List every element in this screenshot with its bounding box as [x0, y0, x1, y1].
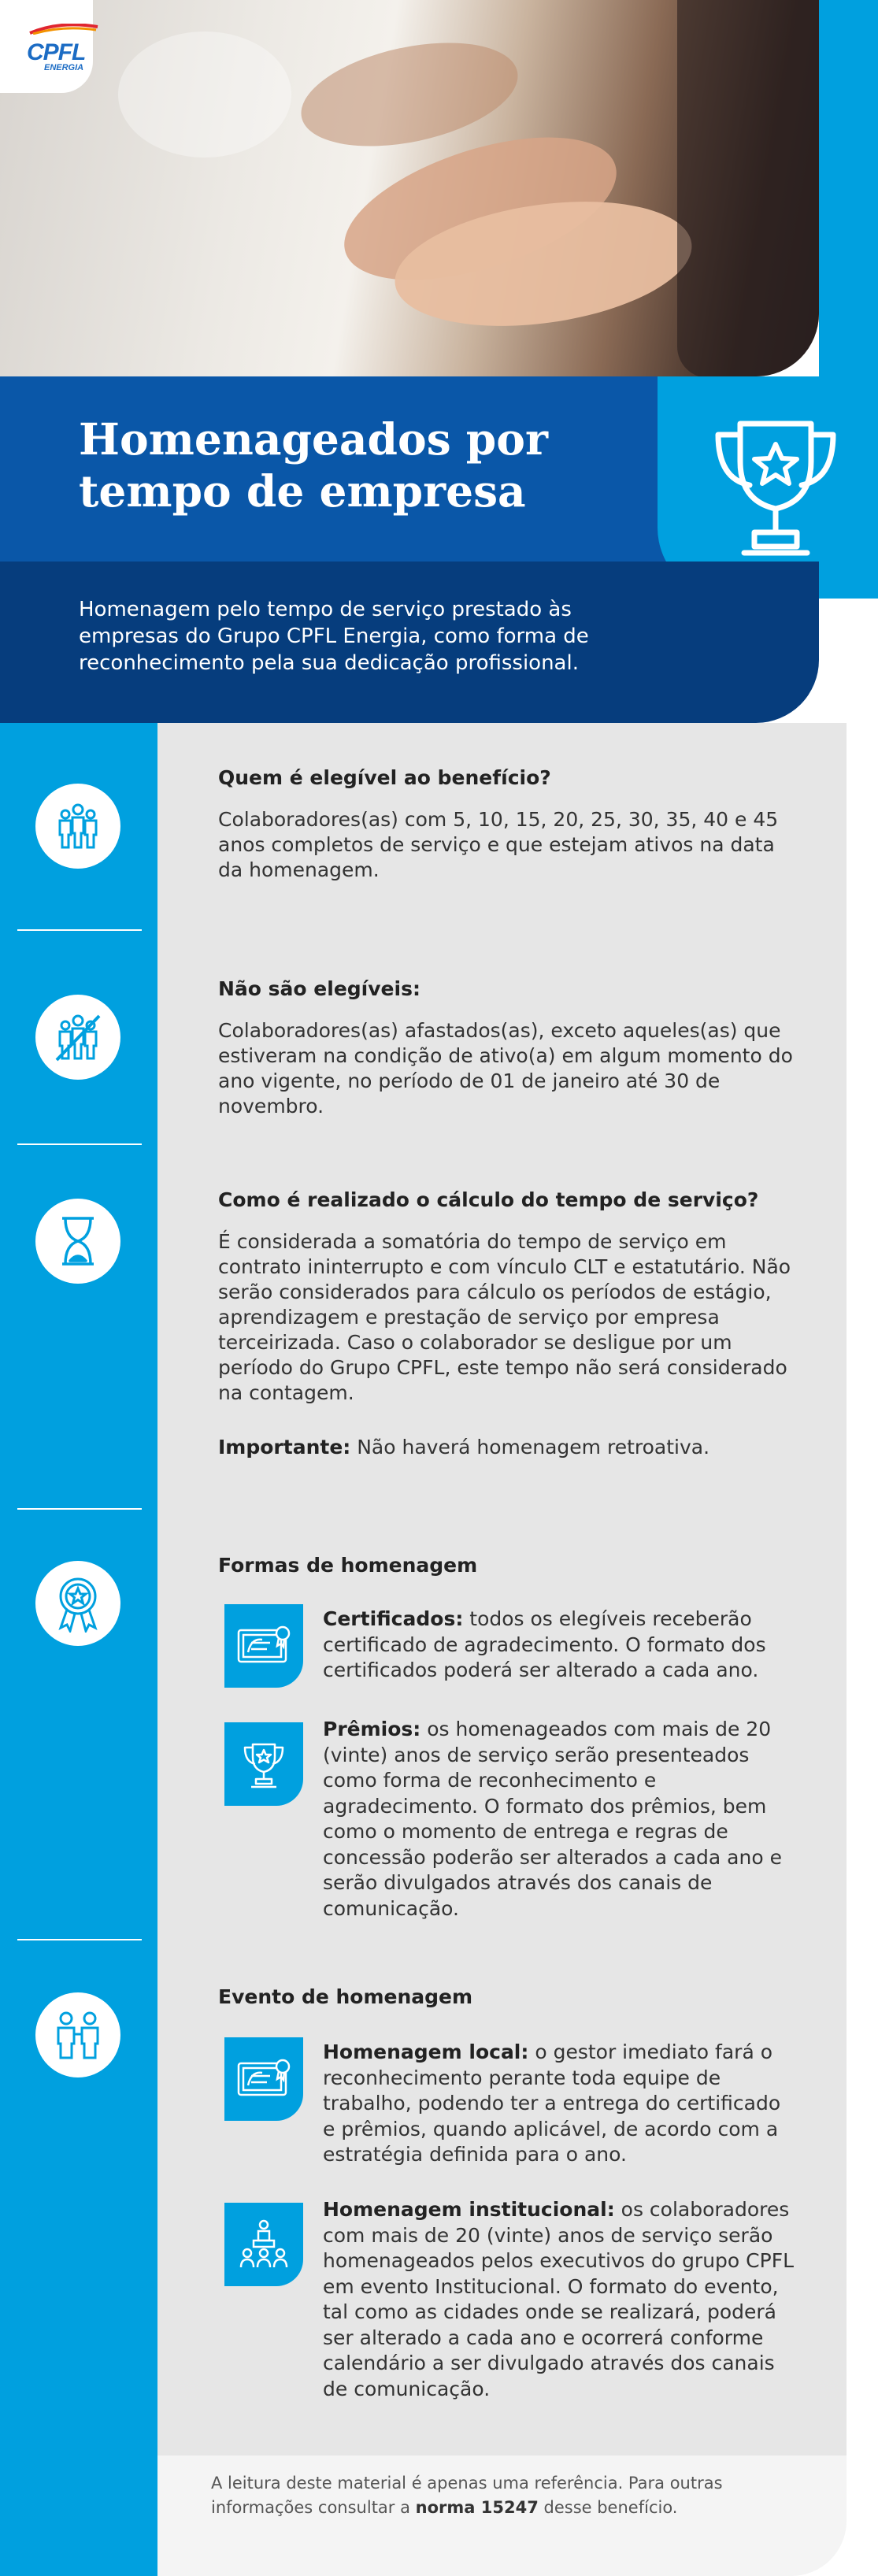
hero: [0, 0, 878, 376]
medal-icon: [35, 1561, 120, 1646]
certificate-icon: [224, 1604, 303, 1688]
event-item-institutional: [323, 2197, 795, 2402]
item-lead: Homenagem institucional:: [323, 2198, 615, 2221]
trophy-icon: [224, 1722, 303, 1806]
item-text: os homenageados com mais de 20 (vinte) anos de serviço serão presenteados como forma de reconhecimento e agradecimento. O formato dos prêmios, bem como o momento de entrega e regras de concessão poderão ser alterados a cada ano e serão divulgados através dos canais de comunicação.: [323, 1718, 782, 1920]
certificate-icon: [224, 2037, 303, 2121]
section-title-forms: Formas de homenagem: [218, 1554, 478, 1577]
section-note-calculation: [218, 1435, 801, 1460]
divider: [17, 1508, 142, 1510]
norma-reference: norma 15247: [415, 2498, 539, 2517]
item-lead: Homenagem local:: [323, 2040, 529, 2063]
divider: [17, 929, 142, 931]
forms-item-certificates: [323, 1607, 795, 1684]
item-text: todos os elegíveis receberão certificado de agradecimento. O formato dos certificados poderá ser alterado a cada ano.: [323, 1607, 766, 1681]
item-lead: Certificados:: [323, 1607, 464, 1630]
footer-text-before: A leitura deste material é apenas uma referência. Para outras informações consultar a: [211, 2474, 723, 2517]
section-title-event: Evento de homenagem: [218, 1985, 473, 2008]
logo-swoosh-icon: [28, 24, 99, 35]
logo-name: CPFL: [27, 39, 86, 65]
intro-text: Homenagem pelo tempo de serviço prestado às empresas do Grupo CPFL Energia, como forma de reconhecimento pela sua dedicação profissional.: [79, 598, 589, 675]
group-icon: [35, 784, 120, 869]
hero-photo-applause: [0, 0, 819, 376]
note-text: Não haverá homenagem retroativa.: [357, 1436, 710, 1458]
hourglass-icon: [35, 1199, 120, 1284]
section-body-calculation: É considerada a somatória do tempo de serviço em contrato ininterrupto e com vínculo CLT e estatutário. Não serão considerados para cálculo os períodos de estágio, aprendizagem e prestação de serviço por empresa terceirizada. Caso o colaborador se desligue por um período do Grupo CPFL, este tempo não será considerado na contagem.: [218, 1230, 791, 1404]
forms-item-prizes: [323, 1717, 795, 1922]
section-title-not-eligible: Não são elegíveis:: [218, 977, 420, 1000]
footer-text-after: desse benefício.: [538, 2498, 678, 2517]
item-text: o gestor imediato fará o reconhecimento perante toda equipe de trabalho, podendo ter a entrega do certificado e prêmios, quando aplicável, de acordo com a estratégia definida para o ano.: [323, 2040, 781, 2166]
item-lead: Prêmios:: [323, 1718, 421, 1740]
audience-icon: [224, 2203, 303, 2286]
divider: [17, 1939, 142, 1940]
note-label: Importante:: [218, 1436, 351, 1458]
footer-note: [211, 2471, 794, 2520]
divider: [17, 1143, 142, 1145]
section-title-eligibility: Quem é elegível ao benefício?: [218, 766, 551, 789]
section-body-not-eligible: Colaboradores(as) afastados(as), exceto aqueles(as) que estiveram na condição de ativo(a) em algum momento do ano vigente, no período de 01 de janeiro até 30 de novembro.: [218, 1019, 793, 1118]
logo[interactable]: [0, 0, 93, 93]
event-item-local: [323, 2040, 795, 2168]
section-body-eligibility: Colaboradores(as) com 5, 10, 15, 20, 25, 30, 35, 40 e 45 anos completos de serviço e que estejam ativos na data da homenagem.: [218, 808, 779, 881]
page-title: Homenageados por tempo de empresa: [79, 413, 548, 517]
people-event-icon: [35, 1992, 120, 2077]
group-crossed-icon: [35, 995, 120, 1080]
logo-tagline: ENERGIA: [44, 63, 84, 72]
item-text: os colaboradores com mais de 20 (vinte) anos de serviço serão homenageados pelos executivos do grupo CPFL em evento Institucional. O formato do evento, tal como as cidades onde se realizará, poderá ser alterado a cada ano e ocorrerá conforme calendário a ser divulgado através dos canais de comunicação.: [323, 2198, 795, 2400]
trophy-icon: [709, 406, 843, 564]
section-title-calculation: Como é realizado o cálculo do tempo de serviço?: [218, 1188, 759, 1211]
